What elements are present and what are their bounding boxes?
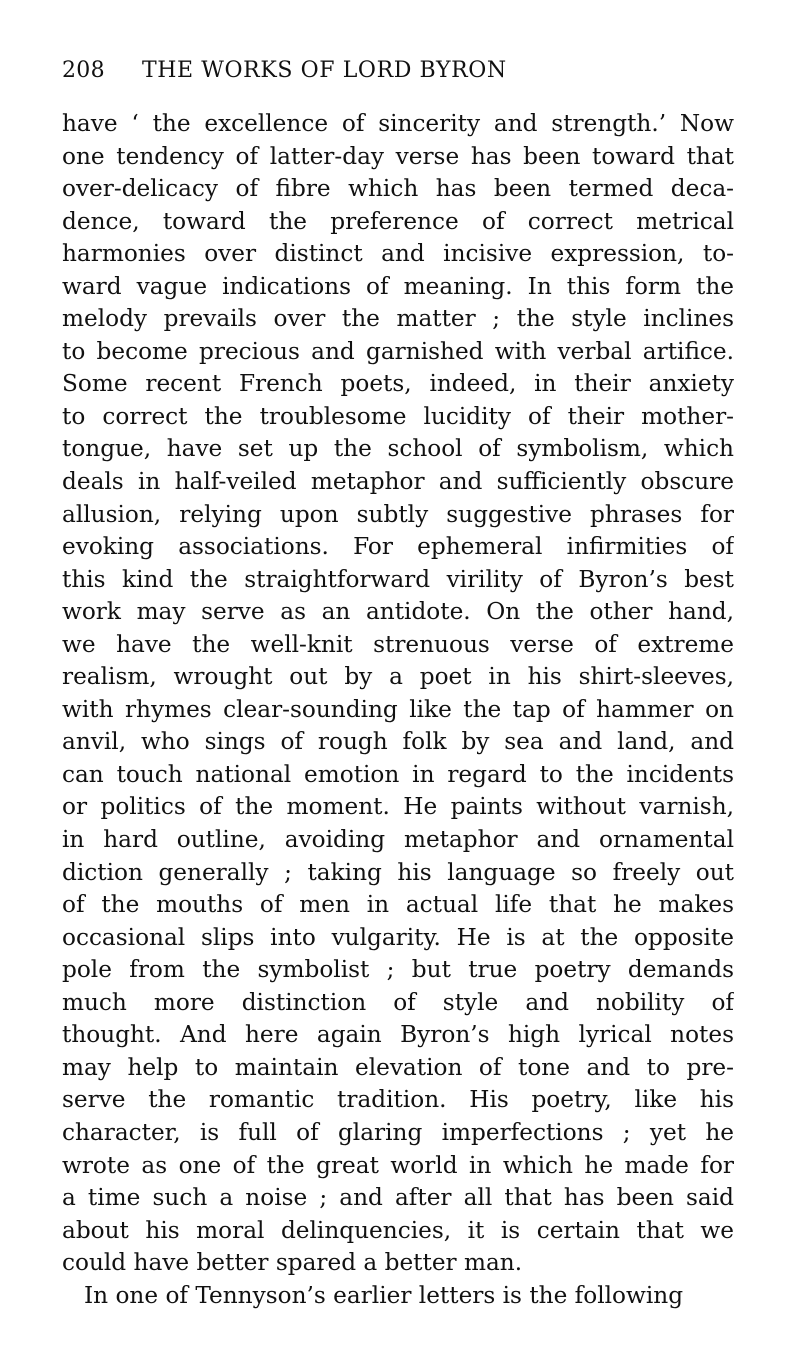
- text-line: with rhymes clear-sounding like the tap of hammer on: [62, 695, 734, 723]
- running-title: THE WORKS OF LORD BYRON: [142, 58, 507, 83]
- text-line: tongue, have set up the school of symbolism, which: [62, 435, 734, 463]
- text-line: to correct the troublesome lucidity of their mother-: [62, 402, 734, 430]
- text-line: one tendency of latter-day verse has been toward that: [62, 142, 734, 170]
- text-line: may help to maintain elevation of tone and to pre-: [62, 1053, 734, 1081]
- text-line: harmonies over distinct and incisive expression, to-: [62, 240, 734, 268]
- text-line: diction generally ; taking his language so freely out: [62, 858, 734, 886]
- text-line: of the mouths of men in actual life that he makes: [62, 891, 734, 919]
- text-line: occasional slips into vulgarity. He is at the opposite: [62, 923, 734, 951]
- text-line: evoking associations. For ephemeral infirmities of: [62, 533, 734, 561]
- text-line: character, is full of glaring imperfections ; yet he: [62, 1118, 734, 1146]
- text-line: ward vague indications of meaning. In this form the: [62, 272, 734, 300]
- body-text: [62, 108, 734, 1312]
- running-header: [62, 58, 742, 92]
- text-line: we have the well-knit strenuous verse of extreme: [62, 630, 734, 658]
- text-line: work may serve as an antidote. On the other hand,: [62, 598, 734, 626]
- text-line: allusion, relying upon subtly suggestive phrases for: [62, 500, 734, 528]
- text-line: in hard outline, avoiding metaphor and ornamental: [62, 826, 734, 854]
- text-line: Some recent French poets, indeed, in their anxiety: [62, 370, 734, 398]
- text-line: wrote as one of the great world in which he made for: [62, 1151, 734, 1179]
- text-line: anvil, who sings of rough folk by sea and land, and: [62, 728, 734, 756]
- text-line: can touch national emotion in regard to the incidents: [62, 760, 734, 788]
- text-line: could have better spared a better man.: [62, 1249, 523, 1277]
- text-line: dence, toward the preference of correct metrical: [62, 207, 734, 235]
- text-line: or politics of the moment. He paints without varnish,: [62, 793, 734, 821]
- paragraph-start-line: In one of Tennyson’s earlier letters is the following: [84, 1281, 684, 1309]
- text-line: this kind the straightforward virility of Byron’s best: [62, 565, 734, 593]
- page-number: 208: [62, 58, 105, 83]
- text-line: about his moral delinquencies, it is certain that we: [62, 1216, 734, 1244]
- text-line: realism, wrought out by a poet in his shirt-sleeves,: [62, 663, 734, 691]
- text-line: melody prevails over the matter ; the style inclines: [62, 305, 734, 333]
- text-line: much more distinction of style and nobility of: [62, 988, 734, 1016]
- text-line: serve the romantic tradition. His poetry, like his: [62, 1086, 734, 1114]
- text-line: to become precious and garnished with verbal artifice.: [62, 337, 734, 365]
- text-line: over-delicacy of fibre which has been termed deca-: [62, 175, 734, 203]
- text-line: pole from the symbolist ; but true poetry demands: [62, 956, 734, 984]
- text-line: thought. And here again Byron’s high lyrical notes: [62, 1021, 734, 1049]
- text-line: have ‘ the excellence of sincerity and strength.’ Now: [62, 110, 734, 137]
- text-line: deals in half-veiled metaphor and sufficiently obscure: [62, 468, 734, 496]
- text-line: a time such a noise ; and after all that has been said: [62, 1184, 734, 1212]
